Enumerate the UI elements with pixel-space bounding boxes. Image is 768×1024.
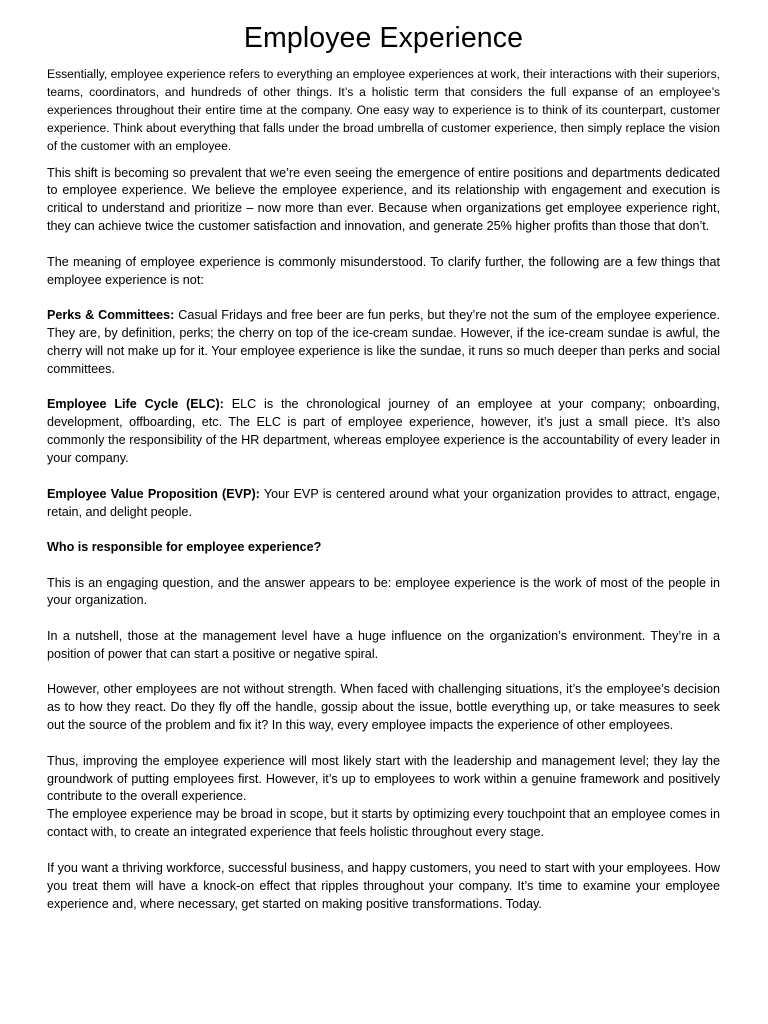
body-paragraph: In a nutshell, those at the management level have a huge influence on the organization’s environment. They’re in a position of power that can start a positive or negative spiral. [47,628,720,661]
body-paragraph: If you want a thriving workforce, successful business, and happy customers, you need to start with your employees. How you treat them will have a knock-on effect that ripples throughout your company. It’s time to examine your employee experience and, where necessary, get started on making positive transformations. Today. [47,860,720,911]
definition-perks [47,307,720,379]
intro-paragraph: Essentially, employee experience refers to everything an employee experiences at work, their interactions with their superiors, teams, coordinators, and hundreds of other things. It’s a holistic term that considers the full expanse of an employee’s experiences throughout their entire time at the company. One easy way to experience is to think of its counterpart, customer experience. Think about everything that falls under the broad umbrella of customer experience, then simply replace the vision of the customer with an employee. [47,67,720,153]
definition-text: ELC is the chronological journey of an employee at your company; onboarding, development, offboarding, etc. The ELC is part of employee experience, however, it’s just a small piece. It’s also commonly the responsibility of the HR department, whereas employee experience is the accountability of every leader in your company. [47,397,720,466]
body-paragraph: Thus, improving the employee experience will most likely start with the leadership and management level; they lay the groundwork of putting employees first. However, it’s up to employees to work within a genuine framework and positively contribute to the overall experience. [47,753,720,804]
meaning-paragraph: The meaning of employee experience is commonly misunderstood. To clarify further, the following are a few things that employee experience is not: [47,254,720,287]
body-paragraph: However, other employees are not without strength. When faced with challenging situations, it’s the employee’s decision as to how they react. Do they fly off the handle, gossip about the issue, bottle everything up, or take measures to seek out the source of the problem and fix it? In this way, every employee impacts the experience of other employees. [47,682,720,733]
section-heading: Who is responsible for employee experience? [47,540,322,554]
definition-text: Casual Fridays and free beer are fun perks, but they’re not the sum of the employee experience. They are, by definition, perks; the cherry on top of the ice-cream sundae. However, if the ice-cream sundae is awful, the cherry will not make up for it. Your employee experience is like the sundae, it runs so much deeper than perks and social committees. [47,308,720,376]
definition-term: Employee Life Cycle (ELC): [47,397,224,412]
shift-paragraph: This shift is becoming so prevalent that we’re even seeing the emergence of entire positions and departments dedicated to employee experience. We believe the employee experience, and its relationship with engagement and execution is critical to understand and prioritize – now more than ever. Because when organizations get employee experience right, they can achieve twice the customer satisfaction and innovation, and generate 25% higher profits than those that don’t. [47,165,720,234]
definition-text: Your EVP is centered around what your organization provides to attract, engage, retain, and delight people. [47,486,720,519]
definition-term: Employee Value Proposition (EVP): [47,486,260,501]
definition-evp [47,486,720,522]
body-paragraph: The employee experience may be broad in scope, but it starts by optimizing every touchpoint that an employee comes in contact with, to create an integrated experience that feels holistic throughout every stage. [47,807,720,840]
page-title: Employee Experience [243,22,524,54]
body-paragraph: This is an engaging question, and the answer appears to be: employee experience is the work of most of the people in your organization. [47,575,720,608]
definition-elc [47,396,720,468]
document-page [47,20,720,931]
definition-term: Perks & Committees: [47,308,175,323]
